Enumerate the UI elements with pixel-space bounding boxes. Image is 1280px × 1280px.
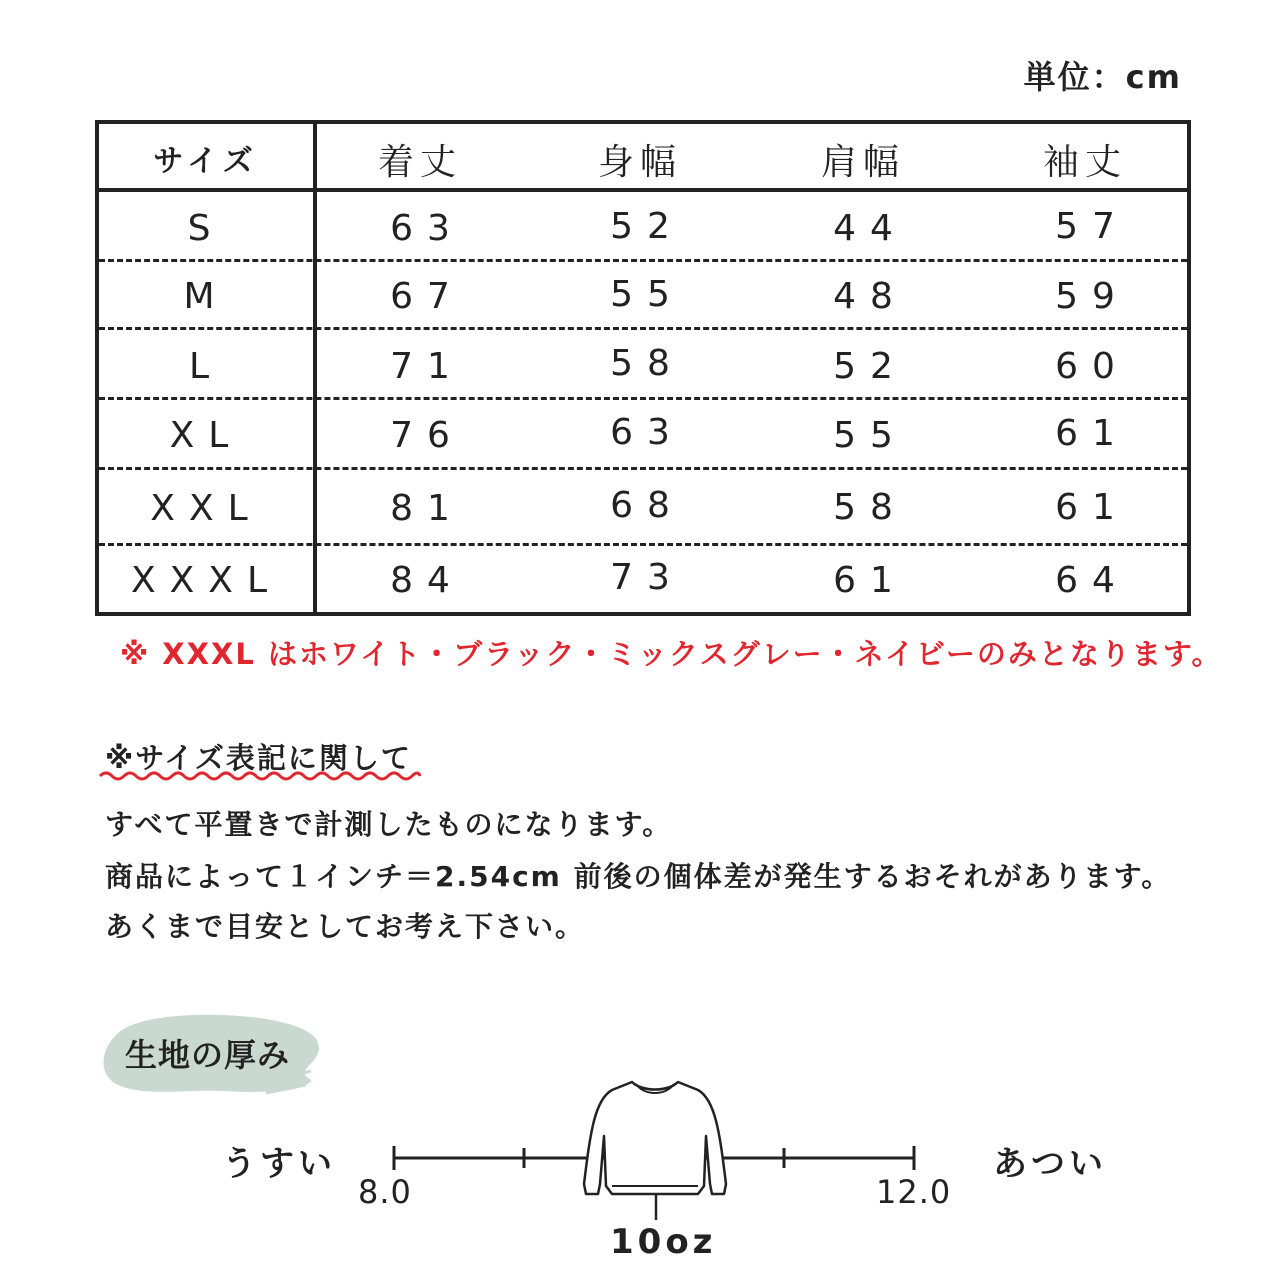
row-divider — [99, 467, 1187, 470]
table-cell: 44 — [833, 208, 907, 249]
table-cell: 68 — [610, 485, 684, 526]
thick-label: あつい — [993, 1144, 1107, 1184]
row-divider — [99, 327, 1187, 330]
xxxl-color-note: ※ XXXL はホワイト・ブラック・ミックスグレー・ネイビーのみとなります。 — [120, 637, 1223, 671]
table-cell: 58 — [610, 343, 684, 384]
fabric-thickness-title: 生地の厚み — [125, 1036, 291, 1074]
column-divider — [313, 120, 317, 616]
thin-label: うすい — [222, 1144, 336, 1184]
table-cell: 76 — [390, 415, 464, 456]
header-rule — [95, 188, 1191, 192]
min-label: 8.0 — [358, 1173, 412, 1211]
table-cell-size: M — [183, 276, 229, 317]
max-label: 12.0 — [876, 1173, 952, 1211]
table-cell: 60 — [1055, 346, 1129, 387]
table-cell: 55 — [833, 415, 907, 456]
table-cell: 61 — [833, 560, 907, 601]
table-cell-size: XL — [169, 415, 243, 456]
row-divider — [99, 397, 1187, 400]
table-cell: 52 — [833, 346, 907, 387]
table-cell-size: L — [188, 346, 224, 387]
table-cell: 55 — [610, 274, 684, 315]
table-cell-size: XXXL — [130, 560, 282, 601]
table-cell: 81 — [390, 488, 464, 529]
note-line: あくまで目安としてお考え下さい。 — [105, 910, 586, 943]
fabric-weight-label: 10oz — [610, 1222, 717, 1262]
header-length: 着丈 — [377, 142, 462, 183]
table-cell: 57 — [1055, 206, 1129, 247]
table-cell: 63 — [390, 208, 464, 249]
sweatshirt-icon — [580, 1076, 730, 1226]
table-cell: 71 — [390, 346, 464, 387]
table-cell: 61 — [1055, 413, 1129, 454]
table-cell: 58 — [833, 487, 907, 528]
size-notation-heading: ※サイズ表記に関して — [105, 741, 412, 775]
table-cell: 64 — [1055, 560, 1129, 601]
row-divider — [99, 259, 1187, 262]
table-cell: 48 — [833, 276, 907, 317]
header-size: サイズ — [153, 144, 259, 179]
table-cell: 61 — [1055, 487, 1129, 528]
wavy-underline — [98, 768, 424, 784]
table-cell-size: XXL — [150, 488, 262, 529]
table-cell: 63 — [610, 412, 684, 453]
header-sleeve: 袖丈 — [1042, 142, 1127, 183]
unit-label: 単位：cm — [1023, 58, 1182, 96]
row-divider — [99, 543, 1187, 546]
header-shoulder: 肩幅 — [820, 142, 905, 183]
note-line: 商品によって１インチ＝2.54cm 前後の個体差が発生するおそれがあります。 — [105, 860, 1172, 893]
note-line: すべて平置きで計測したものになります。 — [105, 808, 673, 841]
table-cell: 84 — [390, 560, 464, 601]
table-cell: 67 — [390, 276, 464, 317]
table-cell: 73 — [610, 557, 684, 598]
header-width: 身幅 — [597, 142, 682, 183]
table-cell: 52 — [610, 206, 684, 247]
table-cell-size: S — [187, 208, 225, 249]
table-cell: 59 — [1055, 276, 1129, 317]
